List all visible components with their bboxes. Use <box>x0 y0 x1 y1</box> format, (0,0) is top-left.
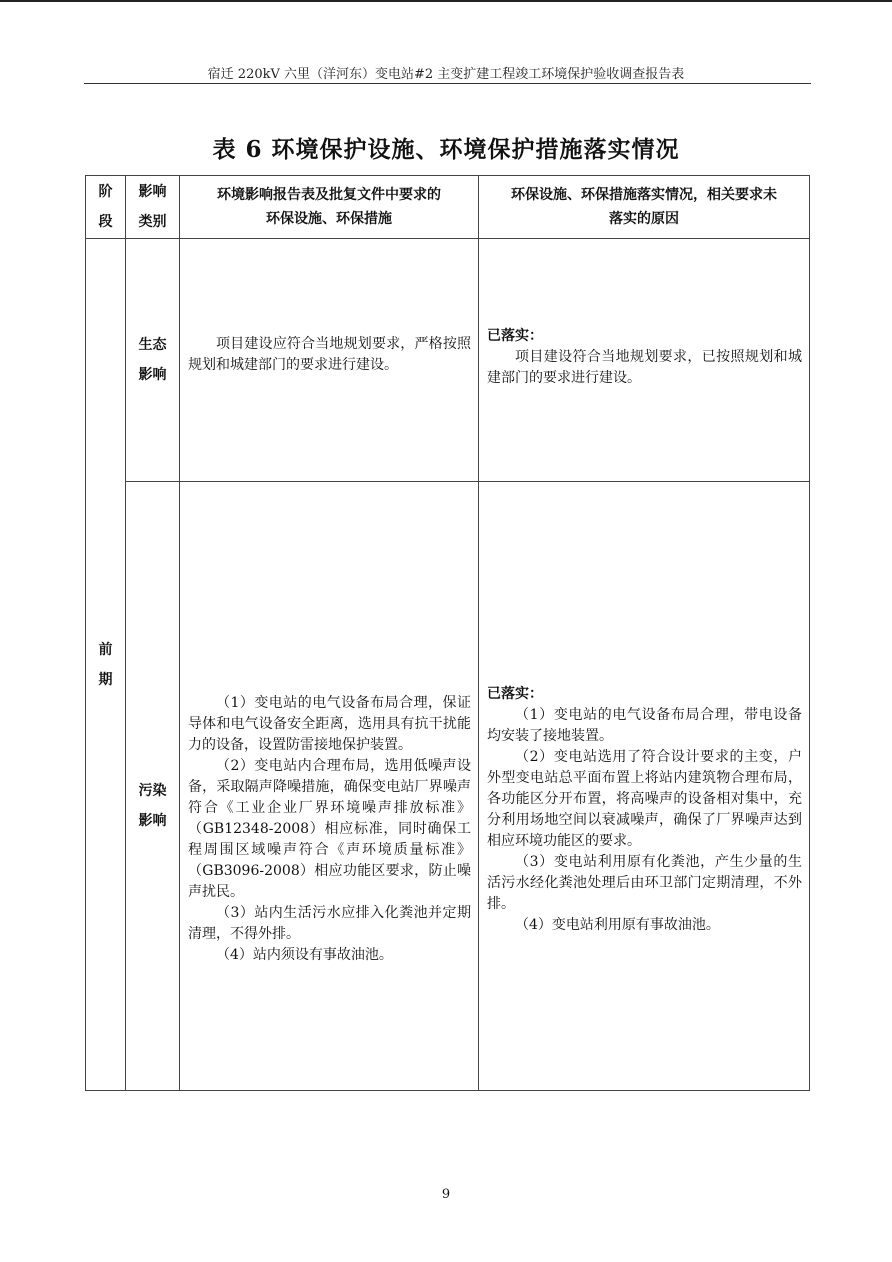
implemented-item: （2）变电站选用了符合设计要求的主变，户外型变电站总平面布置上将站内建筑物合理布局，各功能区分开布置，将高噪声的设备相对集中，充分利用场地空间以衰减噪声，确保了厂界噪声达到相应环境功能区的要求。 <box>487 749 802 849</box>
stage-cell: 前 期 <box>86 239 126 1091</box>
implemented-cell <box>479 482 810 1091</box>
table-row <box>86 239 810 482</box>
header-required-measures: 环境影响报告表及批复文件中要求的 环保设施、环保措施 <box>180 176 479 239</box>
header-stage: 阶 段 <box>86 176 126 239</box>
implemented-item: （4）变电站利用原有事故油池。 <box>515 917 720 933</box>
category-cell: 污染 影响 <box>126 482 180 1091</box>
implemented-item: （3）变电站利用原有化粪池，产生少量的生活污水经化粪池处理后由环卫部门定期清理，不外排。 <box>487 854 802 912</box>
table-row <box>86 482 810 1091</box>
running-header: 宿迁 220kV 六里（洋河东）变电站#2 主变扩建工程竣工环境保护验收调查报告表 <box>207 67 685 82</box>
status-label: 已落实： <box>487 686 543 702</box>
required-item: （1）变电站的电气设备布局合理，保证导体和电气设备安全距离，选用具有抗干扰能力的设备，设置防雷接地保护装置。 <box>188 694 471 753</box>
measures-table <box>85 175 810 1091</box>
required-cell <box>180 239 479 482</box>
implemented-item: （1）变电站的电气设备布局合理，带电设备均安装了接地装置。 <box>487 707 802 744</box>
category-cell: 生态 影响 <box>126 239 180 482</box>
implemented-cell <box>479 239 810 482</box>
status-label: 已落实： <box>487 327 543 344</box>
page-title: 表 6 环境保护设施、环境保护措施落实情况 <box>212 136 680 163</box>
required-cell <box>180 482 479 1091</box>
top-border-line <box>0 0 892 2</box>
implemented-item: 项目建设符合当地规划要求，已按照规划和城建部门的要求进行建设。 <box>487 348 802 386</box>
table-header-row <box>86 176 810 239</box>
required-item: 项目建设应符合当地规划要求，严格按照规划和城建部门的要求进行建设。 <box>188 336 471 373</box>
required-item: （4）站内须设有事故油池。 <box>216 946 393 963</box>
header-category: 影响 类别 <box>126 176 180 239</box>
required-item: （2）变电站内合理布局，选用低噪声设备，采取隔声降噪措施，确保变电站厂界噪声符合《工业企业厂界环境噪声排放标准》（GB12348-2008）相应标准，同时确保工程周围区域噪声符合《声环境质量标准》（GB3096-2008）相应功能区要求，防止噪声扰民。 <box>188 757 471 900</box>
page-number: 9 <box>441 1187 451 1202</box>
header-rule <box>84 83 811 84</box>
required-item: （3）站内生活污水应排入化粪池并定期清理，不得外排。 <box>188 904 471 942</box>
header-implementation-status: 环保设施、环保措施落实情况，相关要求未 落实的原因 <box>479 176 810 239</box>
